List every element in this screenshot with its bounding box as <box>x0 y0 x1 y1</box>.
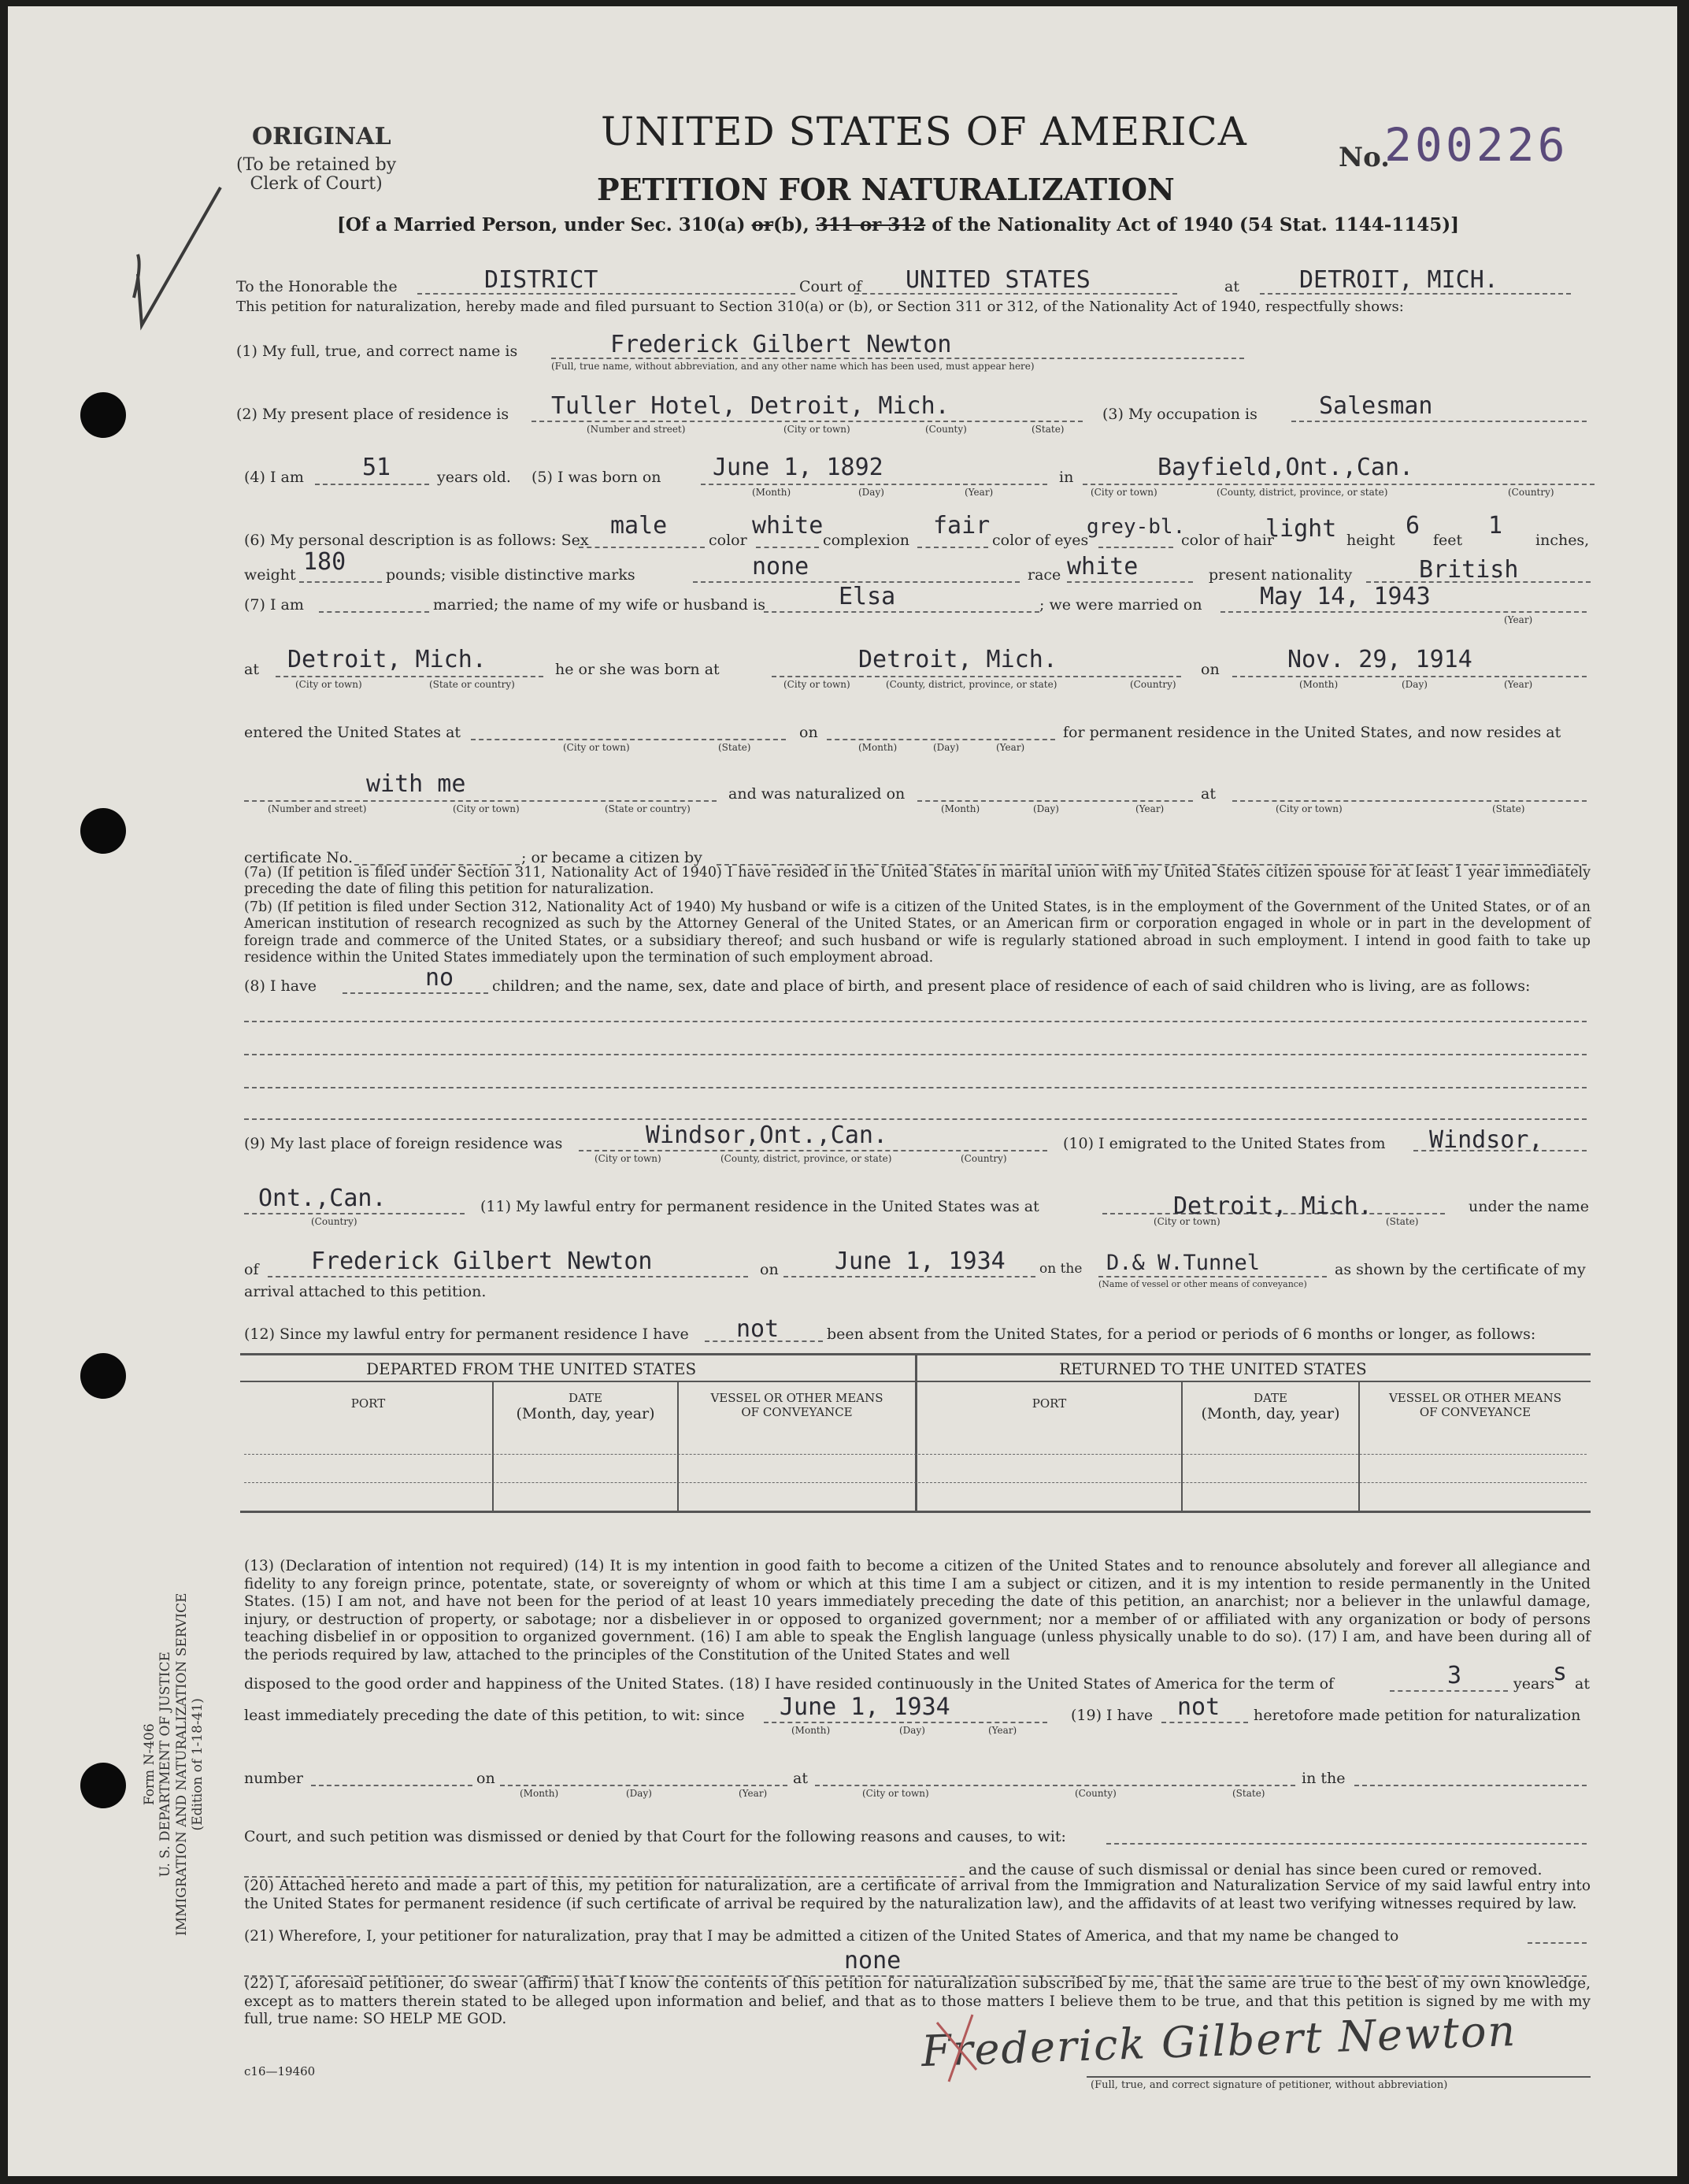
cap-county: (County) <box>925 424 967 435</box>
dashed-line <box>756 547 819 548</box>
at-label: at <box>1575 1675 1590 1693</box>
cap-county: (County, district, province, or state) <box>886 679 1057 690</box>
returned-header: RETURNED TO THE UNITED STATES <box>1059 1359 1367 1378</box>
cap-county: (County) <box>1075 1788 1117 1799</box>
cap-day: (Day) <box>626 1788 652 1799</box>
edition: (Edition of 1-18-41) <box>190 1698 206 1831</box>
at-label: at <box>1201 785 1216 803</box>
court-name: UNITED STATES <box>906 266 1091 294</box>
dashed-line <box>311 1785 472 1786</box>
occupation: Salesman <box>1319 392 1433 420</box>
dashed-line <box>417 293 795 295</box>
married-on-label: ; we were married on <box>1039 596 1202 614</box>
in-label: in <box>1059 469 1074 486</box>
petition-number-label: No. <box>1339 142 1390 173</box>
q5-label: (5) I was born on <box>532 469 661 486</box>
children-text: children; and the name, sex, date and place of birth, and present place of residence of each of said children who is living, are as follows: <box>492 977 1531 995</box>
q2-label: (2) My present place of residence is <box>236 406 509 423</box>
col-port <box>244 1396 492 1411</box>
dashed-line <box>471 739 786 740</box>
complexion: fair <box>933 512 991 540</box>
at-label: at <box>244 661 259 678</box>
name-change: none <box>844 1947 902 1974</box>
q18-label: disposed to the good order and happiness of the United States. (18) I have resided continuously in the United States of America for the term of <box>244 1675 1335 1693</box>
entry-vessel: D.& W.Tunnel <box>1106 1251 1261 1275</box>
complexion-label: complexion <box>823 532 910 549</box>
court-location: DETROIT, MICH. <box>1299 266 1498 294</box>
cap-country: (Country) <box>1130 679 1176 690</box>
feet-label: feet <box>1433 532 1463 549</box>
col-date-sub: (Month, day, year) <box>1201 1405 1340 1422</box>
cap-month: (Month) <box>941 803 980 814</box>
col-vessel-sub: OF CONVEYANCE <box>1419 1405 1532 1419</box>
cap-county: (County, district, province, or state) <box>720 1153 892 1164</box>
subtitle-strike-2: 311 or 312 <box>815 214 926 235</box>
citizen-label: ; or became a citizen by <box>521 849 702 866</box>
form-sidebar <box>142 1593 206 1936</box>
dashed-line <box>315 484 429 485</box>
of-label: of <box>244 1261 259 1278</box>
absence: not <box>736 1315 780 1343</box>
punch-hole <box>80 808 126 854</box>
intro-text: This petition for naturalization, hereby made and filed pursuant to Section 310(a) or (b), or Section 311 or 312, of the Nationality Act of 1940, respectfully shows: <box>236 298 1404 315</box>
col-date-label: DATE <box>569 1391 602 1405</box>
table-row-line <box>244 1482 1587 1483</box>
years-old: years old. <box>437 469 511 486</box>
signature-cross-mark <box>929 2007 992 2086</box>
height-inches: 1 <box>1488 512 1503 540</box>
residence-since: June 1, 1934 <box>780 1693 950 1721</box>
petitioner-signature: Frederick Gilbert Newton <box>920 2005 1518 2077</box>
court-type: DISTRICT <box>484 266 598 294</box>
under-name-label: under the name <box>1469 1198 1589 1215</box>
cause-text: and the cause of such dismissal or denial has since been cured or removed. <box>969 1861 1543 1878</box>
marriage-date: May 14, 1943 <box>1260 583 1431 610</box>
cap-year: (Year) <box>1135 803 1165 814</box>
full-name: Frederick Gilbert Newton <box>610 331 952 358</box>
cap-year: (Year) <box>1504 614 1533 625</box>
form-number: Form N-406 <box>142 1723 157 1806</box>
children-count: no <box>425 964 454 992</box>
cap-city: (City or town) <box>783 424 850 435</box>
subtitle-part-c: of the Nationality Act of 1940 (54 Stat. 1144-1145)] <box>925 214 1460 235</box>
punch-hole <box>80 1763 126 1808</box>
entry-port: Detroit, Mich. <box>1173 1192 1372 1220</box>
punch-hole <box>80 392 126 438</box>
q13-17-text: (13) (Declaration of intention not required) (14) It is my intention in good faith to become a citizen of the United States and to renounce absolutely and forever all allegiance and fidelity to any foreign prince, potentate, state, or sovereignty of whom or which at this time I am a subject or citizen, and it is my intention to reside permanently in the United States. (15) I am not, and have not been for the period of at least 10 years immediately preceding the date of this petition, an anarchist; nor a believer in the unlawful damage, injury, or destruction of property, or sabotage; nor a disbeliever in or opposed to organized government; nor a member of or affiliated with any organization or body of persons teaching disbelief in or opposition to organized government. (16) I am able to speak the English language (unless physically unable to do so). (17) I am, and have been during all of the periods required by law, attached to the principles of the Constitution of the United States and well <box>244 1558 1591 1663</box>
hair-label: color of hair <box>1181 532 1274 549</box>
dashed-line <box>1528 1942 1587 1944</box>
dashed-line <box>772 676 1181 677</box>
cap-city: (City or town) <box>453 803 520 814</box>
dashed-line <box>917 547 988 548</box>
at-label: at <box>793 1770 808 1787</box>
cap-city: (City or town) <box>1276 803 1343 814</box>
cap-street: (Number and street) <box>587 424 686 435</box>
dashed-line <box>244 800 717 802</box>
q9-label: (9) My last place of foreign residence was <box>244 1135 563 1152</box>
race-label: race <box>1028 566 1061 584</box>
on-label: on <box>799 724 818 741</box>
q22-text: (22) I, aforesaid petitioner, do swear (affirm) that I know the contents of this petition for naturalization subscribed by me, that the same are true to the best of my own knowledge, except as to matters therein stated to be alleged upon information and belief, and that as to those matters I believe them to be true, and that this petition is signed by me with my full, true name: SO HELP ME GOD. <box>244 1975 1591 2028</box>
dashed-line <box>532 421 1083 422</box>
q8-label: (8) I have <box>244 977 317 995</box>
spouse-residence: with me <box>366 770 466 798</box>
dashed-line <box>827 739 1055 740</box>
prior-petition-text: heretofore made petition for naturalization <box>1254 1707 1581 1724</box>
signature-line <box>1087 2076 1591 2078</box>
on-the-label: on the <box>1039 1261 1083 1277</box>
document-page <box>8 6 1677 2176</box>
dashed-line <box>244 1213 465 1214</box>
subtitle-strike-1: or <box>751 214 773 235</box>
cap-city: (City or town) <box>862 1788 929 1799</box>
prior-petition: not <box>1177 1693 1220 1721</box>
cap-year: (Year) <box>739 1788 768 1799</box>
service: IMMIGRATION AND NATURALIZATION SERVICE <box>173 1593 190 1936</box>
entry-name: Frederick Gilbert Newton <box>311 1248 653 1275</box>
cap-place: (City or town) <box>1091 487 1157 498</box>
cap-day: (Day) <box>899 1725 925 1736</box>
col-vessel <box>679 1391 915 1419</box>
foreign-residence: Windsor,Ont.,Can. <box>646 1122 888 1149</box>
color: white <box>752 512 824 540</box>
q4-label: (4) I am <box>244 469 304 486</box>
cap-state: (State or country) <box>429 679 515 690</box>
in-the-label: in the <box>1302 1770 1346 1787</box>
dashed-line <box>1354 1785 1587 1786</box>
dashed-line <box>579 1150 1047 1151</box>
dashed-line <box>1232 800 1587 802</box>
nationality: British <box>1419 556 1519 584</box>
at-label: at <box>1224 278 1239 295</box>
emigrated-from-b: Ont.,Can. <box>258 1185 387 1212</box>
q10-label: (10) I emigrated to the United States from <box>1063 1135 1386 1152</box>
dashed-line <box>500 1785 787 1786</box>
footer-code: c16—19460 <box>244 2064 316 2078</box>
weight: 180 <box>303 548 346 576</box>
q21-text: (21) Wherefore, I, your petitioner for naturalization, pray that I may be admitted a citizen of the United States of America, and that my name be changed to <box>244 1928 1399 1945</box>
cap-county: (County, district, province, or state) <box>1217 487 1388 498</box>
dashed-line <box>1390 1690 1508 1692</box>
country-title: UNITED STATES OF AMERICA <box>601 109 1247 154</box>
dashed-line <box>319 611 429 613</box>
cap-state: (State or country) <box>605 803 691 814</box>
col-port-label: PORT <box>1032 1396 1067 1411</box>
dashed-line <box>701 484 1047 485</box>
cap-street: (Number and street) <box>268 803 367 814</box>
q1-caption: (Full, true name, without abbreviation, and any other name which has been used, must appear here) <box>551 361 1035 372</box>
q7a-text: (7a) (If petition is filed under Section 311, Nationality Act of 1940) I have resided in the United States in marital union with my United States citizen spouse for at least 1 year immediately preceding the date of filing this petition for naturalization. <box>244 865 1591 898</box>
cap-country: (Country) <box>311 1216 357 1227</box>
dashed-line <box>299 581 382 583</box>
cap-vessel: (Name of vessel or other means of conveyance) <box>1098 1279 1307 1289</box>
dashed-line <box>1083 484 1595 485</box>
spouse-birth-date: Nov. 29, 1914 <box>1287 646 1472 673</box>
q19-label: (19) I have <box>1071 1707 1154 1724</box>
dashed-line <box>1161 1722 1248 1723</box>
color-label: color <box>709 532 747 549</box>
department: U. S. DEPARTMENT OF JUSTICE <box>157 1652 174 1878</box>
cap-state: (State) <box>1386 1216 1419 1227</box>
table-rule <box>915 1353 917 1511</box>
cap-month: (Month) <box>858 742 898 753</box>
weight-label: weight <box>244 566 296 584</box>
dashed-line <box>244 1118 1587 1120</box>
cap-country: (Country) <box>961 1153 1007 1164</box>
col-date-label: DATE <box>1254 1391 1287 1405</box>
hair: light <box>1265 515 1337 543</box>
retain-note <box>236 156 396 194</box>
cap-year: (Year) <box>1504 679 1533 690</box>
on-label: on <box>760 1261 779 1278</box>
q7b-text: (7b) (If petition is filed under Section 312, Nationality Act of 1940) My husband or wife is a citizen of the United States, is in the employment of the Government of the United States, or of an American institution of research recognized as such by the Attorney General of the United States, or an American firm or corporation engaged in whole or in part in the development of foreign trade and commerce of the United States, or a subsidiary thereof; and such husband or wife is regularly stationed abroad in such employment. I intend in good faith to take up residence within the United States immediately upon the termination of such employment abroad. <box>244 899 1591 966</box>
certificate-label: certificate No. <box>244 849 354 866</box>
col-date <box>494 1391 677 1423</box>
dashed-line <box>1098 1276 1327 1277</box>
cap-month: (Month) <box>1299 679 1339 690</box>
original-label: ORIGINAL <box>252 123 391 150</box>
dashed-line <box>244 1021 1587 1022</box>
cap-month: (Month) <box>520 1788 559 1799</box>
cap-city: (City or town) <box>563 742 630 753</box>
cap-year: (Year) <box>965 487 994 498</box>
cap-state: (State) <box>1032 424 1065 435</box>
on-label: on <box>1201 661 1220 678</box>
cap-state: (State) <box>718 742 751 753</box>
check-mark-icon <box>118 180 236 337</box>
years-s: s <box>1553 1659 1568 1686</box>
dashed-line <box>1098 547 1173 548</box>
spouse-birthplace: Detroit, Mich. <box>858 646 1057 673</box>
inches-label: inches, <box>1535 532 1590 549</box>
q1-label: (1) My full, true, and correct name is <box>236 343 518 360</box>
dashed-line <box>343 992 488 994</box>
col-date-sub: (Month, day, year) <box>516 1405 655 1422</box>
cap-month: (Month) <box>752 487 791 498</box>
cap-year: (Year) <box>996 742 1025 753</box>
petition-number: 200226 <box>1384 118 1569 172</box>
dashed-line <box>1106 1843 1587 1845</box>
cap-city: (City or town) <box>295 679 362 690</box>
dashed-line <box>917 800 1193 802</box>
retain-line2: Clerk of Court) <box>250 174 383 195</box>
residence-years: 3 <box>1447 1662 1462 1689</box>
col-port-label: PORT <box>350 1396 386 1411</box>
subtitle-part-a: [Of a Married Person, under Sec. 310(a) <box>337 214 752 235</box>
dashed-line <box>579 547 705 548</box>
cert-text: as shown by the certificate of my <box>1335 1261 1586 1278</box>
cap-state: (State) <box>1492 803 1525 814</box>
spouse-name: Elsa <box>839 583 896 610</box>
departed-header: DEPARTED FROM THE UNITED STATES <box>366 1359 697 1378</box>
col-vessel-label: VESSEL OR OTHER MEANS <box>710 1391 883 1405</box>
residence: Tuller Hotel, Detroit, Mich. <box>551 392 950 420</box>
col-vessel-label: VESSEL OR OTHER MEANS <box>1388 1391 1562 1405</box>
marriage-place: Detroit, Mich. <box>287 646 487 673</box>
cap-day: (Day) <box>1033 803 1059 814</box>
absence-text: been absent from the United States, for a period or periods of 6 months or longer, as follows: <box>827 1326 1536 1343</box>
permanent-residence-label: for permanent residence in the United States, and now resides at <box>1063 724 1561 741</box>
number-label: number <box>244 1770 303 1787</box>
signature-caption: (Full, true, and correct signature of petitioner, without abbreviation) <box>1091 2079 1448 2091</box>
dashed-line <box>1220 611 1587 613</box>
dashed-line <box>1067 581 1193 583</box>
col-date <box>1183 1391 1358 1423</box>
dashed-line <box>815 1785 1295 1786</box>
cap-day: (Day) <box>1402 679 1428 690</box>
cap-state: (State) <box>1232 1788 1265 1799</box>
nationality-label: present nationality <box>1209 566 1353 584</box>
col-vessel-sub: OF CONVEYANCE <box>741 1405 853 1419</box>
q6-label: (6) My personal description is as follows: Sex <box>244 532 589 549</box>
col-vessel <box>1360 1391 1591 1419</box>
dashed-line <box>268 1276 748 1277</box>
form-title: PETITION FOR NATURALIZATION <box>597 172 1175 207</box>
dashed-line <box>1232 676 1587 677</box>
table-rule <box>240 1511 1591 1513</box>
q11-label: (11) My lawful entry for permanent residence in the United States was at <box>480 1198 1039 1215</box>
arrival-text: arrival attached to this petition. <box>244 1283 487 1300</box>
entered-label: entered the United States at <box>244 724 461 741</box>
eyes-label: color of eyes <box>992 532 1089 549</box>
dashed-line <box>764 611 1039 613</box>
naturalized-label: and was naturalized on <box>728 785 906 803</box>
birth-place: Bayfield,Ont.,Can. <box>1157 454 1414 481</box>
q20-text: (20) Attached hereto and made a part of this, my petition for naturalization, are a certificate of arrival from the Immigration and Naturalization Service of my said lawful entry into the United States for permanent residence (if such certificate of arrival be required by the naturalization law), and the affidavits of at least two verifying witnesses required by law. <box>244 1878 1591 1912</box>
retain-line1: (To be retained by <box>236 155 397 175</box>
dashed-line <box>244 1087 1587 1088</box>
married-label: married; the name of my wife or husband is <box>433 596 765 614</box>
height-label: height <box>1346 532 1395 549</box>
race: white <box>1067 553 1139 580</box>
cap-year: (Year) <box>988 1725 1017 1736</box>
emigrated-from-a: Windsor, <box>1429 1126 1543 1154</box>
dashed-line <box>244 1054 1587 1055</box>
cap-city: (City or town) <box>783 679 850 690</box>
court-of-label: Court of <box>799 278 862 295</box>
cap-day: (Day) <box>858 487 884 498</box>
marks: none <box>752 553 809 580</box>
years-label: years <box>1513 1675 1555 1693</box>
cap-city: (City or town) <box>1154 1216 1220 1227</box>
subtitle-part-b: (b), <box>772 214 816 235</box>
q12-label: (12) Since my lawful entry for permanent residence I have <box>244 1326 689 1343</box>
punch-hole <box>80 1353 126 1399</box>
col-port <box>917 1396 1181 1411</box>
dashed-line <box>276 676 543 677</box>
birth-date: June 1, 1892 <box>713 454 883 481</box>
eyes: grey-bl. <box>1087 515 1186 539</box>
cap-day: (Day) <box>933 742 959 753</box>
marks-label: pounds; visible distinctive marks <box>386 566 635 584</box>
cap-city: (City or town) <box>594 1153 661 1164</box>
age: 51 <box>362 454 391 481</box>
dashed-line <box>764 1722 1047 1723</box>
height-feet: 6 <box>1406 512 1420 540</box>
q3-label: (3) My occupation is <box>1102 406 1257 423</box>
on-label: on <box>476 1770 495 1787</box>
entry-date: June 1, 1934 <box>835 1248 1006 1275</box>
court-text: Court, and such petition was dismissed or denied by that Court for the following reasons and causes, to wit: <box>244 1828 1066 1845</box>
dashed-line <box>783 1276 1035 1277</box>
to-honorable-label: To the Honorable the <box>236 278 398 295</box>
dashed-line <box>1291 421 1587 422</box>
table-row-line <box>244 1454 1587 1455</box>
q7-label: (7) I am <box>244 596 304 614</box>
born-label: he or she was born at <box>555 661 720 678</box>
cap-month: (Month) <box>791 1725 831 1736</box>
cap-country: (Country) <box>1508 487 1554 498</box>
since-label: least immediately preceding the date of this petition, to wit: since <box>244 1707 745 1724</box>
form-subtitle <box>337 214 1459 235</box>
sex: male <box>610 512 668 540</box>
